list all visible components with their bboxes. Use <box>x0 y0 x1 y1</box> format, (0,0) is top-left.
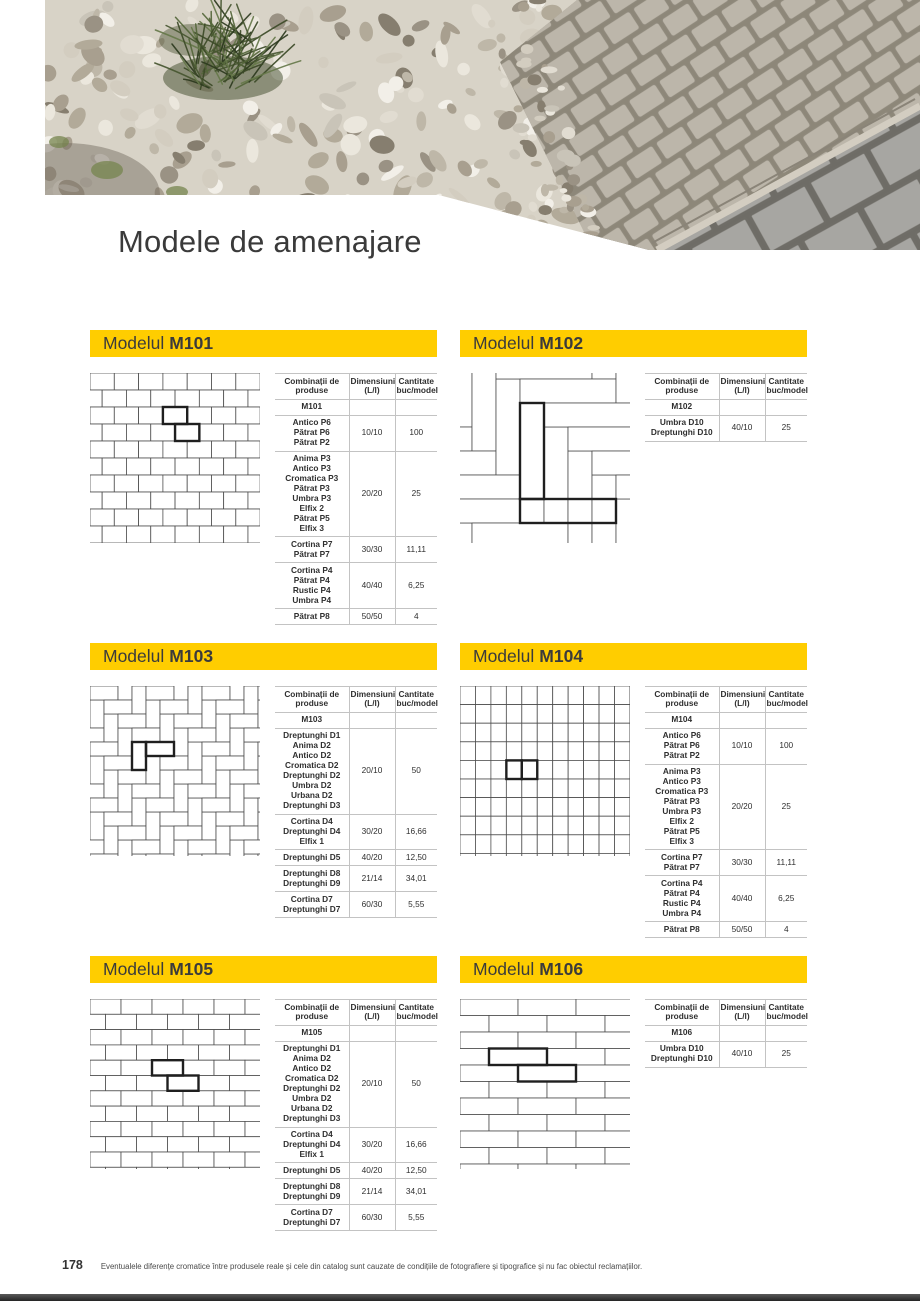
quantity-cell: 16,66 <box>395 1127 437 1163</box>
quantity-cell: 11,11 <box>765 850 807 876</box>
dimensions-cell: 40/40 <box>349 563 395 609</box>
table-row <box>275 1205 437 1231</box>
model-body-m104 <box>460 686 807 938</box>
quantity-cell: 100 <box>765 728 807 764</box>
product-name: Cortina D4 <box>290 816 333 826</box>
table-header-row <box>275 687 437 713</box>
products-cell <box>275 1205 349 1231</box>
table-header-cell: Combinații de produse <box>275 374 349 400</box>
dimensions-cell: 30/20 <box>349 814 395 850</box>
product-name: Umbra P3 <box>292 493 332 504</box>
product-name: Pătrat P7 <box>663 861 700 872</box>
table-header-cell: Cantitate buc/model <box>765 1000 807 1026</box>
table-row <box>275 537 437 563</box>
table-row <box>275 1127 437 1163</box>
product-name: Cromatica D2 <box>285 1073 339 1084</box>
products-cell <box>645 876 719 922</box>
table-row <box>645 415 807 441</box>
product-name: Cortina P4 <box>661 877 703 888</box>
dimensions-cell: 20/20 <box>349 451 395 537</box>
quantity-cell: 25 <box>765 764 807 850</box>
products-cell <box>275 451 349 537</box>
table-row <box>275 892 437 918</box>
pattern-diagram-m105 <box>90 999 260 1169</box>
dimensions-cell: 10/10 <box>349 415 395 451</box>
model-code-cell: M101 <box>275 399 349 415</box>
dimensions-cell: 30/30 <box>349 537 395 563</box>
product-name: Rustic P4 <box>662 897 701 908</box>
product-name: Pătrat P3 <box>293 483 330 494</box>
table-row <box>275 1163 437 1179</box>
table-header-row <box>645 687 807 713</box>
product-name: Elfix 3 <box>299 522 324 533</box>
model-label-prefix: Modelul <box>103 333 165 353</box>
table-row <box>275 415 437 451</box>
products-cell <box>645 415 719 441</box>
model-code-row <box>645 399 807 415</box>
pattern-diagram-m103 <box>90 686 260 856</box>
product-name: Antico D2 <box>292 750 332 761</box>
products-cell <box>275 537 349 563</box>
product-name: Elfix 2 <box>669 816 694 826</box>
product-name: Pătrat P7 <box>293 548 330 559</box>
dimensions-cell: 40/10 <box>719 415 765 441</box>
product-name: Cortina D4 <box>290 1129 333 1140</box>
dimensions-cell: 21/14 <box>349 1179 395 1205</box>
table-row <box>275 814 437 850</box>
product-name: Elfix 1 <box>299 1148 324 1159</box>
product-name: Rustic P4 <box>292 584 331 595</box>
model-label-prefix: Modelul <box>473 959 535 980</box>
model-code-cell: M102 <box>645 399 719 415</box>
model-header-m103 <box>90 643 437 670</box>
product-name: Pătrat P8 <box>663 923 700 934</box>
model-code-cell: M105 <box>275 1025 349 1041</box>
model-code-row <box>275 399 437 415</box>
products-cell <box>275 1041 349 1127</box>
table-header-cell: Cantitate buc/model <box>765 374 807 400</box>
model-code-cell: M103 <box>275 712 349 728</box>
model-body-m101 <box>90 373 437 625</box>
hero-photo-illustration <box>45 0 920 250</box>
model-section-m102 <box>460 330 807 543</box>
product-name: Dreptunghi D7 <box>283 903 341 914</box>
table-header-cell: Cantitate buc/model <box>395 374 437 400</box>
table-row <box>275 1179 437 1205</box>
model-code-row <box>275 1025 437 1041</box>
product-name: Pătrat P2 <box>293 437 330 448</box>
model-code-label: M103 <box>169 646 214 667</box>
product-name: Cortina D7 <box>290 1206 333 1217</box>
table-row <box>645 764 807 850</box>
products-cell <box>645 1041 719 1067</box>
dimensions-cell: 10/10 <box>719 728 765 764</box>
products-cell <box>645 764 719 850</box>
products-cell <box>275 814 349 850</box>
dimensions-cell: 21/14 <box>349 866 395 892</box>
product-name: Dreptunghi D3 <box>283 800 341 811</box>
model-label-prefix: Modelul <box>103 959 165 980</box>
product-name: Urbana D2 <box>291 790 333 801</box>
quantity-cell: 12,50 <box>395 850 437 866</box>
product-name: Antico P6 <box>662 730 701 741</box>
quantity-cell: 100 <box>395 415 437 451</box>
product-name: Pătrat P8 <box>293 610 330 621</box>
table-row <box>275 609 437 625</box>
model-code-row <box>275 712 437 728</box>
products-cell <box>275 609 349 625</box>
dimensions-cell: 40/40 <box>719 876 765 922</box>
footer-disclaimer: Eventualele diferențe cromatice între produsele reale și cele din catalog sunt cauzate de condițiile de fotografiere și tipografice și nu fac obiectul reclamațiilor. <box>100 1262 643 1271</box>
model-header-m105 <box>90 956 437 983</box>
model-body-m103 <box>90 686 437 918</box>
product-name: Umbra D10 <box>659 417 704 428</box>
table-header-cell: Combinații de produse <box>645 374 719 400</box>
model-label-prefix: Modelul <box>473 646 535 667</box>
table-header-cell: Dimensiuni (L/l) <box>719 687 765 713</box>
quantity-cell: 11,11 <box>395 537 437 563</box>
quantity-cell: 12,50 <box>395 1163 437 1179</box>
quantity-cell: 25 <box>765 415 807 441</box>
products-cell <box>275 1179 349 1205</box>
product-name: Pătrat P5 <box>293 512 330 523</box>
product-name: Pătrat P6 <box>663 740 700 751</box>
table-header-cell: Cantitate buc/model <box>395 1000 437 1026</box>
model-table-m102 <box>645 373 807 442</box>
table-row <box>645 728 807 764</box>
table-row <box>645 1041 807 1067</box>
dimensions-cell: 30/30 <box>719 850 765 876</box>
product-name: Umbra D10 <box>659 1043 704 1054</box>
model-section-m106 <box>460 956 807 1169</box>
models-grid <box>90 330 807 1231</box>
table-header-cell: Dimensiuni (L/l) <box>719 374 765 400</box>
pattern-diagram-m104 <box>460 686 630 856</box>
dimensions-cell: 20/20 <box>719 764 765 850</box>
product-name: Cortina P7 <box>661 851 703 862</box>
model-section-m105 <box>90 956 437 1231</box>
model-code-label: M105 <box>169 959 214 980</box>
dimensions-cell: 40/20 <box>349 1163 395 1179</box>
product-name: Pătrat P4 <box>293 574 330 585</box>
product-name: Antico P6 <box>292 417 331 428</box>
table-header-row <box>645 1000 807 1026</box>
table-row <box>645 876 807 922</box>
product-name: Umbra P4 <box>292 594 332 605</box>
model-header-m104 <box>460 643 807 670</box>
page-edge-bar <box>0 1294 920 1301</box>
model-section-m101 <box>90 330 437 625</box>
model-code-label: M101 <box>169 333 214 353</box>
model-label-prefix: Modelul <box>103 646 165 667</box>
model-table-m104 <box>645 686 807 938</box>
model-header-m106 <box>460 956 807 983</box>
product-name: Pătrat P6 <box>293 427 330 438</box>
products-cell <box>275 563 349 609</box>
model-table-m103 <box>275 686 437 918</box>
pattern-diagram-m106 <box>460 999 630 1169</box>
product-name: Antico D2 <box>292 1063 332 1074</box>
products-cell <box>645 728 719 764</box>
product-name: Dreptunghi D4 <box>283 1138 341 1149</box>
product-name: Dreptunghi D2 <box>283 770 341 781</box>
table-header-cell: Dimensiuni (L/l) <box>349 687 395 713</box>
products-cell <box>275 1127 349 1163</box>
pattern-diagram-m101 <box>90 373 260 543</box>
quantity-cell: 16,66 <box>395 814 437 850</box>
product-name: Cromatica D2 <box>285 760 339 771</box>
product-name: Dreptunghi D9 <box>283 877 341 888</box>
dimensions-cell: 60/30 <box>349 892 395 918</box>
dimensions-cell: 20/10 <box>349 728 395 814</box>
table-row <box>275 866 437 892</box>
product-name: Elfix 1 <box>299 835 324 846</box>
dimensions-cell: 30/20 <box>349 1127 395 1163</box>
product-name: Antico P3 <box>292 463 331 474</box>
table-header-cell: Combinații de produse <box>645 687 719 713</box>
product-name: Dreptunghi D10 <box>650 427 713 438</box>
dimensions-cell: 50/50 <box>349 609 395 625</box>
model-code-label: M104 <box>539 646 584 667</box>
table-header-cell: Dimensiuni (L/l) <box>349 374 395 400</box>
table-row <box>645 922 807 938</box>
dimensions-cell: 40/10 <box>719 1041 765 1067</box>
table-header-row <box>645 374 807 400</box>
product-name: Pătrat P5 <box>663 825 700 836</box>
dimensions-cell: 40/20 <box>349 850 395 866</box>
model-table-m106 <box>645 999 807 1068</box>
dimensions-cell: 20/10 <box>349 1041 395 1127</box>
quantity-cell: 5,55 <box>395 892 437 918</box>
table-row <box>275 563 437 609</box>
products-cell <box>275 1163 349 1179</box>
quantity-cell: 25 <box>395 451 437 537</box>
table-header-row <box>275 1000 437 1026</box>
product-name: Dreptunghi D1 <box>283 730 341 741</box>
model-body-m105 <box>90 999 437 1231</box>
product-name: Dreptunghi D9 <box>283 1190 341 1201</box>
product-name: Umbra P3 <box>662 806 702 817</box>
product-name: Elfix 2 <box>299 502 324 513</box>
products-cell <box>645 850 719 876</box>
quantity-cell: 5,55 <box>395 1205 437 1231</box>
product-name: Cortina P4 <box>291 564 333 575</box>
product-name: Dreptunghi D2 <box>283 1083 341 1094</box>
product-name: Dreptunghi D5 <box>283 1164 341 1175</box>
table-header-cell: Cantitate buc/model <box>765 687 807 713</box>
products-cell <box>275 866 349 892</box>
table-header-cell: Dimensiuni (L/l) <box>349 1000 395 1026</box>
table-header-cell: Cantitate buc/model <box>395 687 437 713</box>
quantity-cell: 34,01 <box>395 866 437 892</box>
model-section-m104 <box>460 643 807 938</box>
table-header-cell: Combinații de produse <box>275 687 349 713</box>
quantity-cell: 4 <box>765 922 807 938</box>
model-code-cell: M106 <box>645 1025 719 1041</box>
quantity-cell: 6,25 <box>765 876 807 922</box>
table-header-row <box>275 374 437 400</box>
product-name: Dreptunghi D10 <box>650 1053 713 1064</box>
table-header-cell: Combinații de produse <box>645 1000 719 1026</box>
product-name: Anima P3 <box>292 453 331 464</box>
quantity-cell: 25 <box>765 1041 807 1067</box>
table-header-cell: Combinații de produse <box>275 1000 349 1026</box>
model-body-m106 <box>460 999 807 1169</box>
product-name: Pătrat P4 <box>663 887 700 898</box>
product-name: Dreptunghi D4 <box>283 825 341 836</box>
table-row <box>275 850 437 866</box>
quantity-cell: 4 <box>395 609 437 625</box>
product-name: Antico P3 <box>662 776 701 787</box>
product-name: Pătrat P2 <box>663 750 700 761</box>
quantity-cell: 6,25 <box>395 563 437 609</box>
product-name: Dreptunghi D8 <box>283 1180 341 1191</box>
product-name: Pătrat P3 <box>663 796 700 807</box>
quantity-cell: 34,01 <box>395 1179 437 1205</box>
product-name: Dreptunghi D8 <box>283 867 341 878</box>
model-table-m105 <box>275 999 437 1231</box>
products-cell <box>275 892 349 918</box>
product-name: Umbra D2 <box>292 780 332 791</box>
hero-photo <box>45 0 920 250</box>
table-header-cell: Dimensiuni (L/l) <box>719 1000 765 1026</box>
model-code-label: M102 <box>539 333 584 353</box>
pattern-diagram-m102 <box>460 373 630 543</box>
model-code-row <box>645 1025 807 1041</box>
model-header-m102 <box>460 330 807 357</box>
product-name: Umbra D2 <box>292 1093 332 1104</box>
products-cell <box>275 415 349 451</box>
quantity-cell: 50 <box>395 1041 437 1127</box>
model-label-prefix: Modelul <box>473 333 535 353</box>
products-cell <box>645 922 719 938</box>
model-table-m101 <box>275 373 437 625</box>
table-row <box>645 850 807 876</box>
page-number: 178 <box>62 1258 83 1272</box>
model-body-m102 <box>460 373 807 543</box>
model-code-label: M106 <box>539 959 584 980</box>
product-name: Dreptunghi D1 <box>283 1043 341 1054</box>
product-name: Dreptunghi D5 <box>283 851 341 862</box>
page-title: Modele de amenajare <box>118 224 422 259</box>
page-footer <box>62 1258 882 1272</box>
table-row <box>275 728 437 814</box>
model-code-row <box>645 712 807 728</box>
product-name: Anima D2 <box>292 1053 331 1064</box>
product-name: Urbana D2 <box>291 1103 333 1114</box>
model-code-cell: M104 <box>645 712 719 728</box>
product-name: Elfix 3 <box>669 835 694 846</box>
dimensions-cell: 60/30 <box>349 1205 395 1231</box>
product-name: Cortina P7 <box>291 538 333 549</box>
quantity-cell: 50 <box>395 728 437 814</box>
product-name: Cromatica P3 <box>285 473 339 484</box>
model-header-m101 <box>90 330 437 357</box>
table-row <box>275 451 437 537</box>
model-section-m103 <box>90 643 437 918</box>
dimensions-cell: 50/50 <box>719 922 765 938</box>
product-name: Cromatica P3 <box>655 786 709 797</box>
table-row <box>275 1041 437 1127</box>
products-cell <box>275 728 349 814</box>
product-name: Anima P3 <box>662 766 701 777</box>
product-name: Anima D2 <box>292 740 331 751</box>
product-name: Umbra P4 <box>662 907 702 918</box>
products-cell <box>275 850 349 866</box>
product-name: Dreptunghi D3 <box>283 1113 341 1124</box>
product-name: Dreptunghi D7 <box>283 1216 341 1227</box>
product-name: Cortina D7 <box>290 893 333 904</box>
